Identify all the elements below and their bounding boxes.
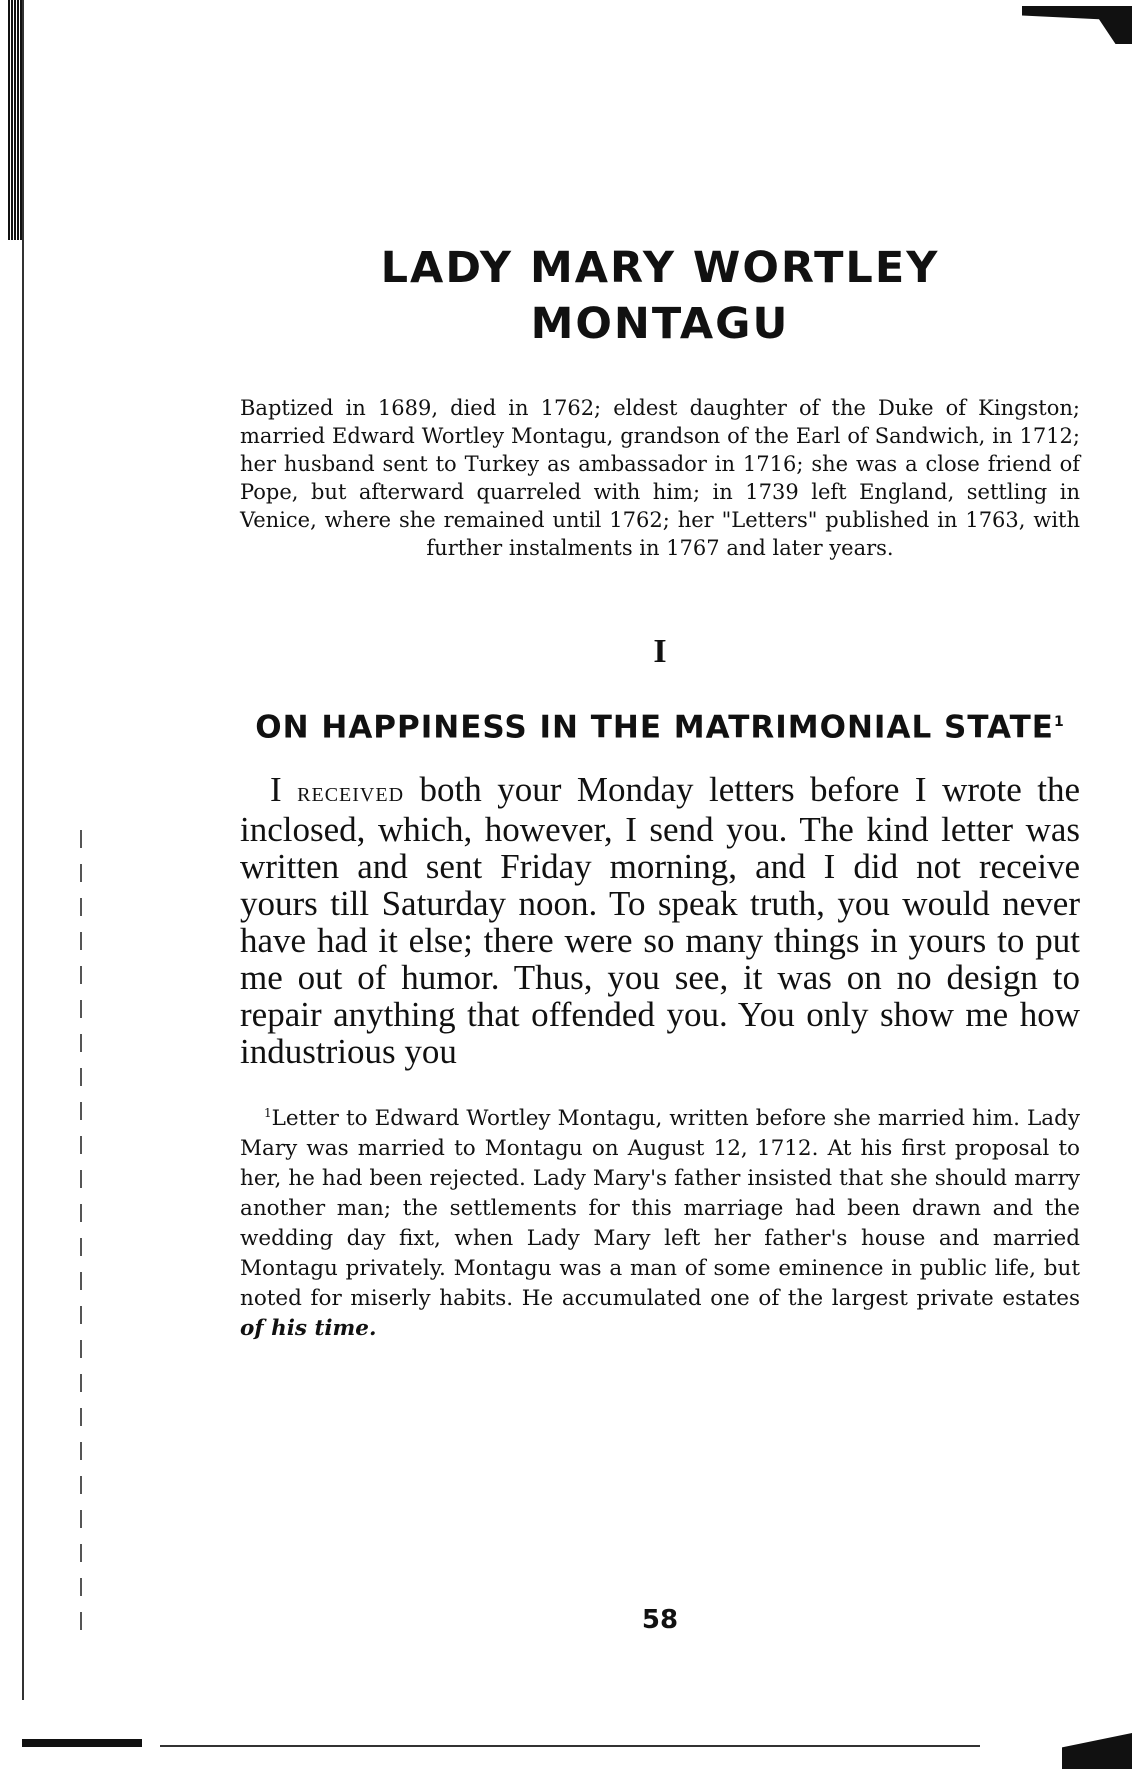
book-page xyxy=(240,240,1080,1344)
scan-bottom-rule-thin xyxy=(160,1745,980,1747)
scan-bottom-rule-thick xyxy=(22,1739,142,1747)
footnote-number: 1 xyxy=(264,1106,272,1121)
biographical-note: Baptized in 1689, died in 1762; eldest daughter of the Duke of Kingston; married Edward Wortley Montagu, grandson of the Earl of Sandwich, in 1712; her husband sent to Turkey as ambassador in 1716; she was a close friend of Pope, but afterward quarreled with him; in 1739 left England, settling in Venice, where she remained until 1762; her "Letters" published in 1763, with further instalments in 1767 and later years. xyxy=(240,396,1080,560)
title-line-1: LADY MARY WORTLEY xyxy=(380,243,940,293)
smallcaps-word: received xyxy=(297,777,405,809)
letter-text xyxy=(240,771,1080,1070)
footnote-marker: 1 xyxy=(1053,714,1065,730)
title-line-2: MONTAGU xyxy=(530,299,790,349)
chapter-title xyxy=(240,702,1080,747)
scan-corner-mark-top xyxy=(1022,6,1132,44)
footnote xyxy=(240,1098,1080,1344)
page-title xyxy=(240,240,1080,352)
footnote-text: Letter to Edward Wortley Montagu, written before she married him. Lady Mary was married to Montagu on August 12, 1712. At his first proposal to her, he had been rejected. Lady Mary's father insisted that she should marry another man; the settlements for this marriage had been drawn and the wedding day fixt, when Lady Mary left her father's house and married Montagu privately. Montagu was a man of some eminence in public life, but noted for miserly habits. He accumulated one of the largest private estates xyxy=(240,1106,1080,1312)
scan-corner-mark-bottom xyxy=(1062,1733,1132,1769)
chapter-title-text: ON HAPPINESS IN THE MATRIMONIAL STATE xyxy=(255,709,1054,746)
scan-binding-line xyxy=(22,0,24,1700)
letter-text-body: both your Monday letters before I wrote the inclosed, which, however, I send you. The kind letter was written and sent Friday morning, and I did not receive yours till Saturday noon. To speak truth, you would never have had it else; there were so many things in yours to put me out of humor. Thus, you see, it was on no design to repair anything that offended you. You only show me how industrious you xyxy=(240,770,1081,1072)
page-number: 58 xyxy=(641,1605,679,1635)
scan-margin-marks xyxy=(80,830,82,1630)
lead-word: I xyxy=(270,770,282,810)
scan-binding-edge xyxy=(8,0,22,240)
section-numeral: I xyxy=(653,633,667,670)
footnote-tail: of his time. xyxy=(240,1316,377,1342)
